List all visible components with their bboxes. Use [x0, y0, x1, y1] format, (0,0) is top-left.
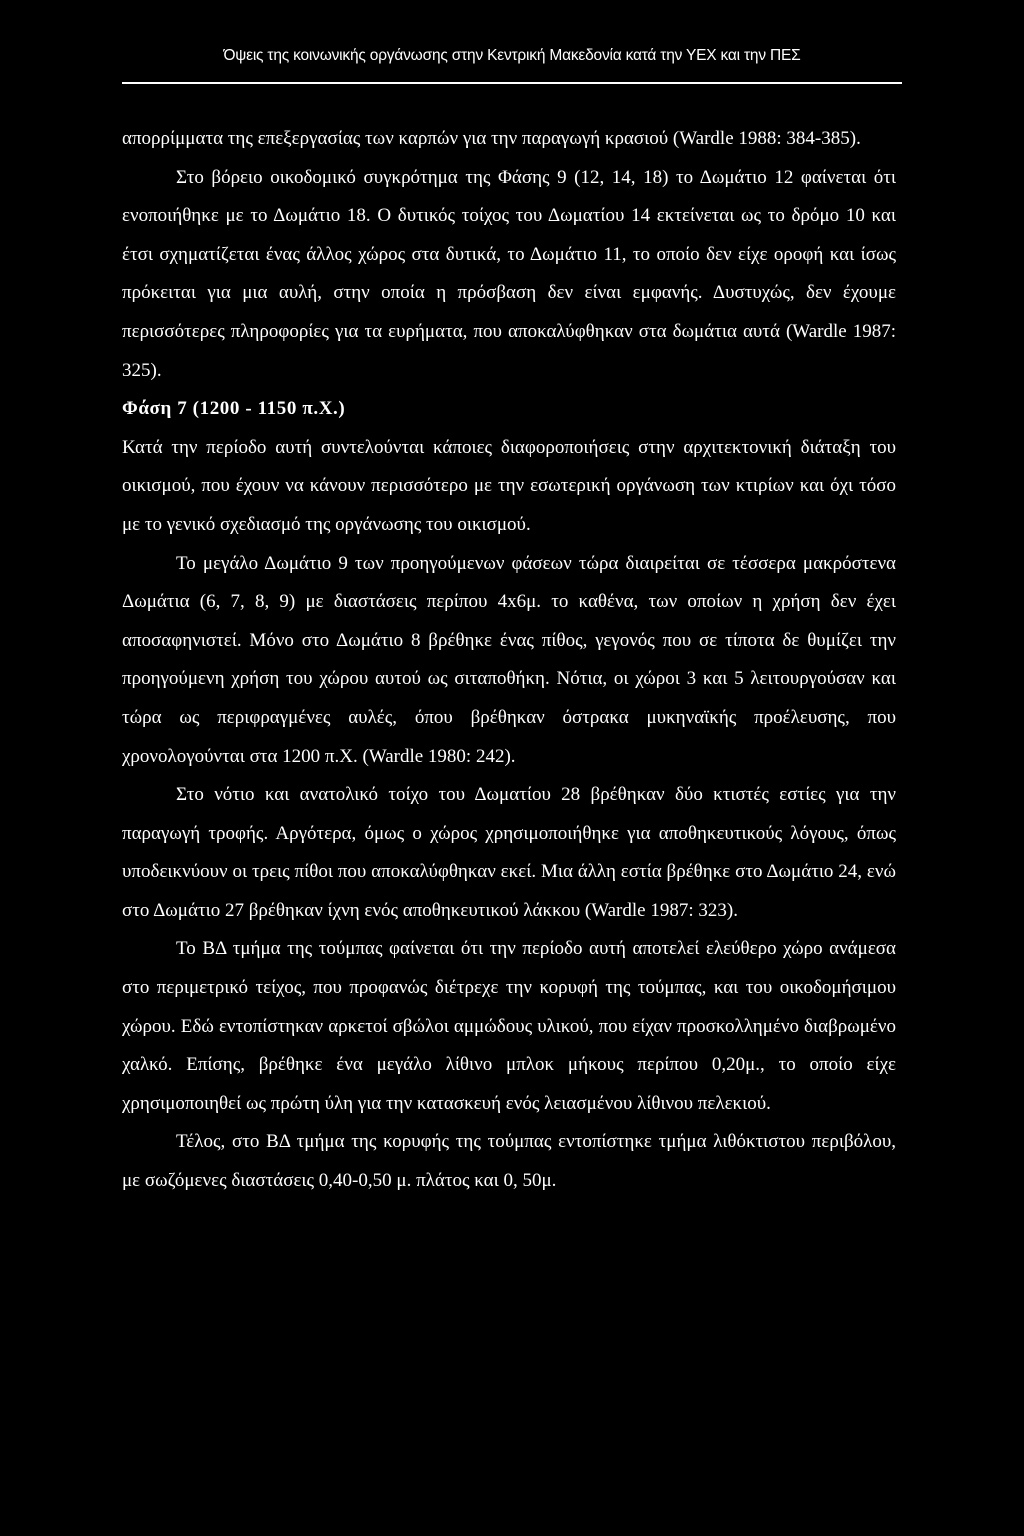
paragraph-phase7-intro: Κατά την περίοδο αυτή συντελούνται κάποιες διαφοροποιήσεις στην αρχιτεκτονική διάταξη του οικισμού, που έχουν να κάνουν περισσότερο με την εσωτερική οργάνωση των κτιρίων και όχι τόσο με το γενικό σχεδιασμό της οργάνωσης του οικισμού. — [122, 436, 896, 535]
document-body — [122, 120, 896, 1201]
section-heading-phase7: Φάση 7 (1200 - 1150 π.Χ.) — [122, 398, 346, 420]
paragraph-phase9-complex: Στο βόρειο οικοδομικό συγκρότημα της Φάσης 9 (12, 14, 18) το Δωμάτιο 12 φαίνεται ότι ενοποιήθηκε με το Δωμάτιο 18. Ο δυτικός τοίχος του Δωματίου 14 εκτείνεται ως το δρόμο 10 και έτσι σχηματίζεται ένας άλλος χώρος στα δυτικά, το Δωμάτιο 11, το οποίο δεν είχε οροφή και ίσως πρόκειται για μια αυλή, στην οποία η πρόσβαση δεν είναι εμφανής. Δυστυχώς, δεν έχουμε περισσότερες πληροφορίες για τα ευρήματα, που αποκαλύφθηκαν στα δωμάτια αυτά (Wardle 1987: 325). — [122, 166, 896, 381]
paragraph-wine-residues: απορρίμματα της επεξεργασίας των καρπών για την παραγωγή κρασιού (Wardle 1988: 384-385). — [122, 128, 861, 149]
paragraph-nw-section: Το ΒΔ τμήμα της τούμπας φαίνεται ότι την περίοδο αυτή αποτελεί ελεύθερο χώρο ανάμεσα στο περιμετρικό τείχος, που προφανώς διέτρεχε την κορυφή της τούμπας, και του οικοδομήσιμου χώρου. Εδώ εντοπίστηκαν αρκετοί σβώλοι αμμώδους υλικού, που είχαν προσκολλημένο διαβρωμένο χαλκό. Επίσης, βρέθηκε ένα μεγάλο λίθινο μπλοκ μήκους περίπου 0,20μ., το οποίο είχε χρησιμοποιηθεί ως πρώτη ύλη για την κατασκευή ενός λειασμένου λίθινου πελεκιού. — [122, 938, 896, 1114]
paragraph-room9-division: Το μεγάλο Δωμάτιο 9 των προηγούμενων φάσεων τώρα διαιρείται σε τέσσερα μακρόστενα Δωμάτια (6, 7, 8, 9) με διαστάσεις περίπου 4x6μ. το καθένα, των οποίων η χρήση δεν έχει αποσαφηνιστεί. Μόνο στο Δωμάτιο 8 βρέθηκε ένας πίθος, γεγονός που σε τίποτα δε θυμίζει την προηγούμενη χρήση του χώρου αυτού ως σιταποθήκη. Νότια, οι χώροι 3 και 5 λειτουργούσαν και τώρα ως περιφραγμένες αυλές, όπου βρέθηκαν όστρακα μυκηναϊκής προέλευσης, που χρονολογούνται στα 1200 π.Χ. (Wardle 1980: 242). — [122, 552, 896, 767]
paragraph-enclosure-wall: Τέλος, στο ΒΔ τμήμα της κορυφής της τούμπας εντοπίστηκε τμήμα λιθόκτιστου περιβόλου, με σωζόμενες διαστάσεις 0,40-0,50 μ. πλάτος και 0, 50μ. — [122, 1131, 896, 1192]
running-header: Όψεις της κοινωνικής οργάνωσης στην Κεντρική Μακεδονία κατά την ΥΕΧ και την ΠΕΣ — [223, 47, 801, 64]
header-divider — [122, 82, 902, 84]
paragraph-room28-hearths: Στο νότιο και ανατολικό τοίχο του Δωματίου 28 βρέθηκαν δύο κτιστές εστίες για την παραγωγή τροφής. Αργότερα, όμως ο χώρος χρησιμοποιήθηκε για αποθηκευτικούς λόγους, όπως υποδεικνύουν οι τρεις πίθοι που αποκαλύφθηκαν εκεί. Μια άλλη εστία βρέθηκε στο Δωμάτιο 24, ενώ στο Δωμάτιο 27 βρέθηκαν ίχνη ενός αποθηκευτικού λάκκου (Wardle 1987: 323). — [122, 784, 896, 921]
